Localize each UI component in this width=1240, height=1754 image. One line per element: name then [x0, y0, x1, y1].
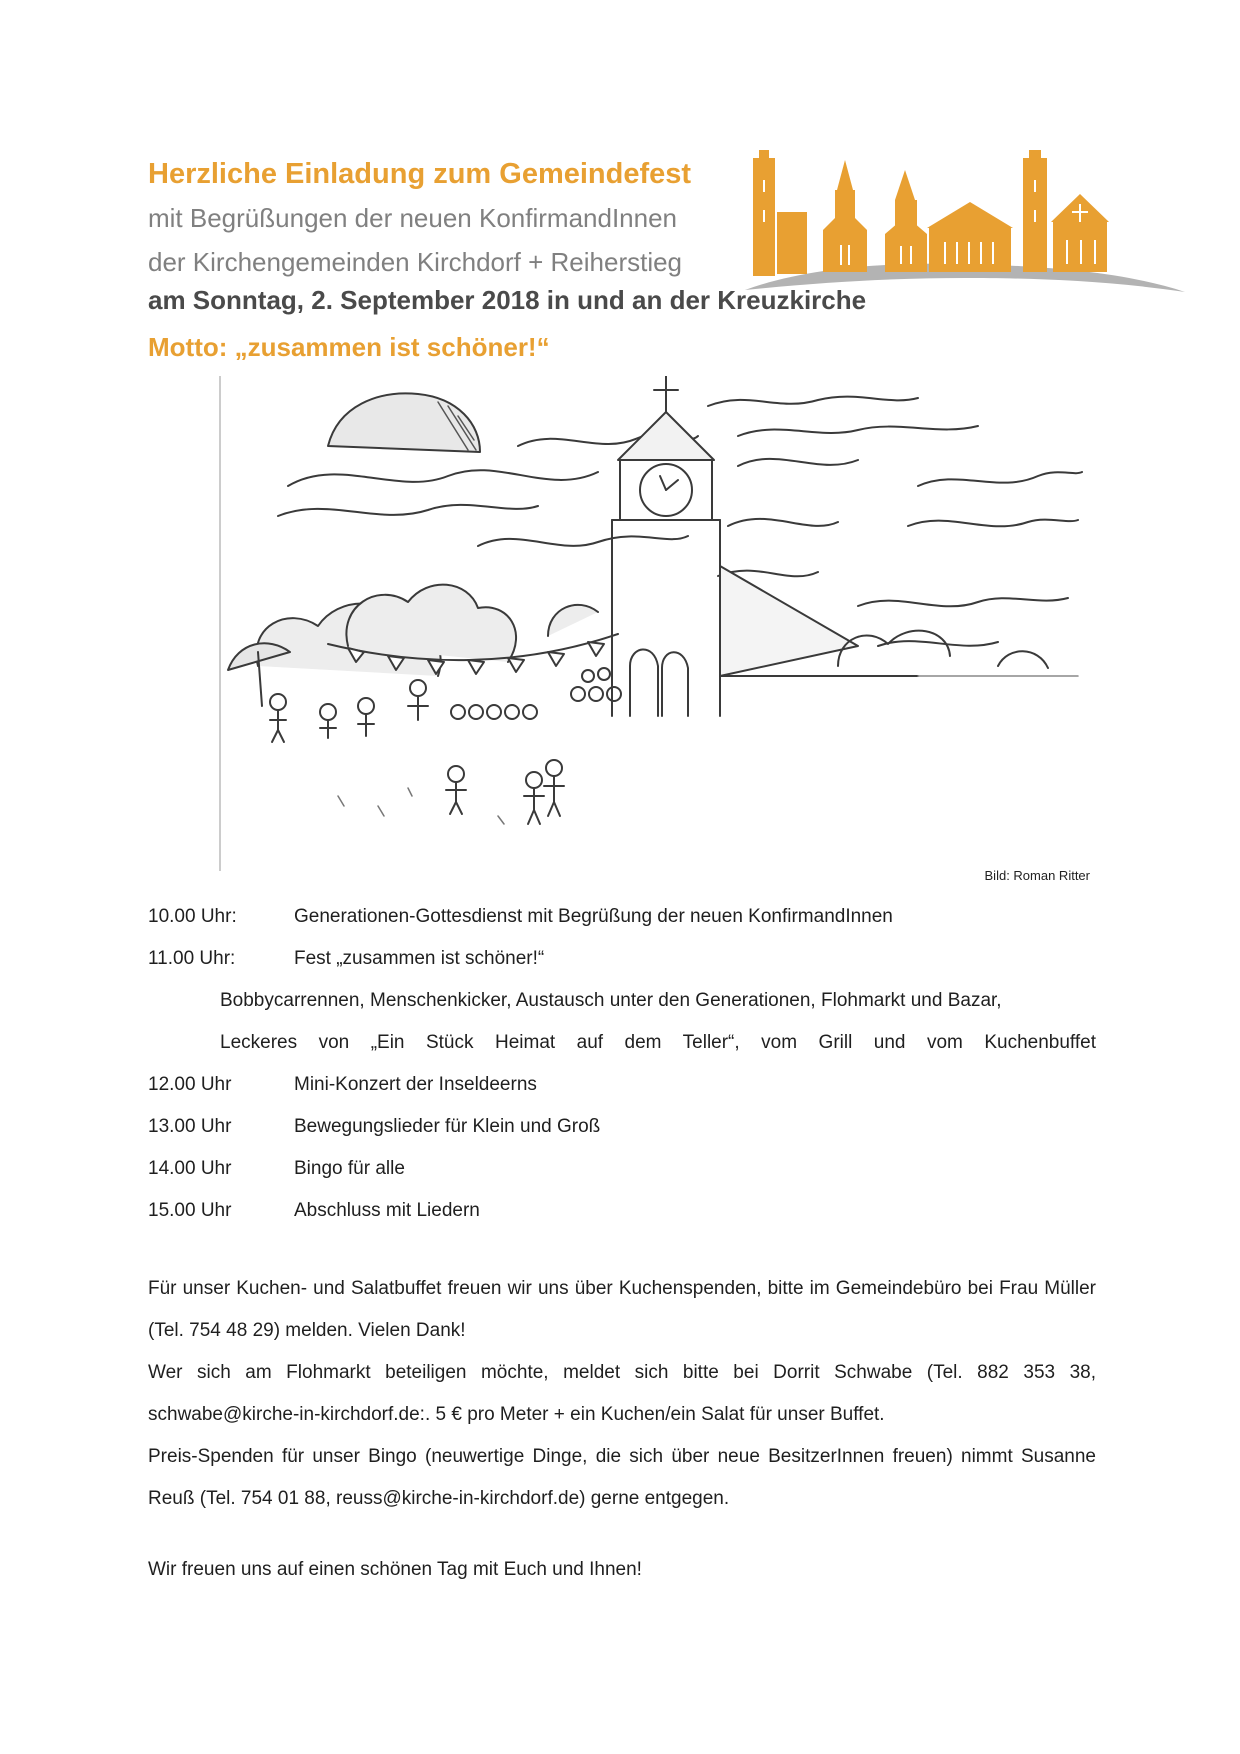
schedule-time: 12.00 Uhr [148, 1074, 232, 1095]
schedule-row [148, 1190, 1096, 1232]
subtitle-konfirmanden: mit Begrüßungen der neuen KonfirmandInnen [148, 203, 678, 233]
event-motto: Motto: „zusammen ist schöner!“ [148, 332, 550, 362]
header-block [148, 152, 768, 284]
event-schedule [148, 896, 1096, 1232]
schedule-desc: Generationen-Gottesdienst mit Begrüßung der neuen KonfirmandInnen [294, 906, 893, 927]
church-fest-illustration [218, 376, 1088, 871]
schedule-time: 15.00 Uhr [148, 1200, 232, 1221]
schedule-row [148, 1106, 1096, 1148]
schedule-desc: Mini-Konzert der Inseldeerns [294, 1074, 537, 1095]
bingo-paragraph: Preis-Spenden für unser Bingo (neuwertige Dinge, die sich über neue BesitzerInnen freuen) nimmt Susanne Reuß (Tel. 754 01 88, reuss@kirche-in-kirchdorf.de) gerne entgegen. [148, 1446, 1096, 1509]
church-skyline-logo [745, 150, 1185, 300]
schedule-time: 10.00 Uhr: [148, 906, 237, 927]
schedule-desc: Fest „zusammen ist schöner!“ [294, 948, 545, 969]
page-title: Herzliche Einladung zum Gemeindefest [148, 158, 692, 190]
flohmarkt-paragraph: Wer sich am Flohmarkt beteiligen möchte, meldet sich bitte bei Dorrit Schwabe (Tel. 882 353 38, schwabe@kirche-in-kirchdorf.de:. 5 € pro Meter + ein Kuchen/ein Salat für unser Buffet. [148, 1362, 1096, 1425]
schedule-row [148, 938, 1096, 980]
image-credit: Bild: Roman Ritter [984, 868, 1090, 883]
schedule-row [148, 1148, 1096, 1190]
schedule-time: 14.00 Uhr [148, 1158, 232, 1179]
subtitle-gemeinden: der Kirchengemeinden Kirchdorf + Reiherstieg [148, 247, 683, 277]
schedule-desc: Bingo für alle [294, 1158, 405, 1179]
schedule-desc: Bewegungslieder für Klein und Groß [294, 1116, 601, 1137]
closing-line: Wir freuen uns auf einen schönen Tag mit Euch und Ihnen! [148, 1559, 642, 1580]
schedule-detail: Leckeres von „Ein Stück Heimat auf dem Teller“, vom Grill und vom Kuchenbuffet [220, 1032, 1096, 1053]
schedule-time: 11.00 Uhr: [148, 948, 236, 969]
schedule-time: 13.00 Uhr [148, 1116, 232, 1137]
schedule-detail: Bobbycarrennen, Menschenkicker, Austausch unter den Generationen, Flohmarkt und Bazar, [220, 990, 1002, 1011]
event-date-line: am Sonntag, 2. September 2018 in und an der Kreuzkirche [148, 285, 867, 315]
schedule-row [148, 1064, 1096, 1106]
info-section [148, 1268, 1096, 1520]
schedule-desc: Abschluss mit Liedern [294, 1200, 480, 1221]
schedule-row [148, 896, 1096, 938]
buffet-paragraph: Für unser Kuchen- und Salatbuffet freuen wir uns über Kuchenspenden, bitte im Gemeindebüro bei Frau Müller (Tel. 754 48 29) melden. Vielen Dank! [148, 1278, 1096, 1341]
